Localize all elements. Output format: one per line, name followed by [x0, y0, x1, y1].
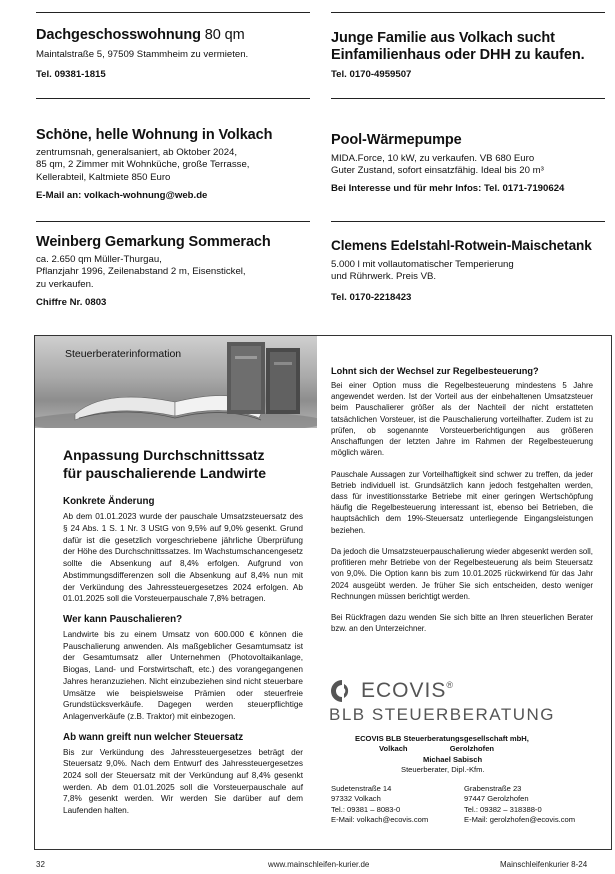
ad-family-seeks-house: [331, 30, 605, 80]
ad-contact: Tel. 09381-1815: [36, 69, 106, 81]
section-paragraph: Bei Rückfragen dazu wenden Sie sich bitte an Ihren steuerlichen Berater bzw. an den Unterzeichner.: [331, 612, 593, 634]
section-heading: Wer kann Pauschalieren?: [63, 614, 183, 625]
section-paragraph: Ab dem 01.01.2023 wurde der pauschale Umsatzsteuersatz des § 24 Abs. 1 S. 1 Nr. 3 UStG von 9,5% auf 9,0% gesenkt. Grund dafür ist die gesetzlich vorgeschriebene jährliche Überprüfung der Höhe des Durchschnittssatzes. Im Wachstumschancengesetz sollte die Absenkung auf 8,4% erfolgen. Aufgrund von Abstimmungsdifferenzen soll die Absenkung auf 8,4% nun mit der Verkündung des Jahressteuergesetzes 2024 erfolgen. Ab 01.01.2025 soll die Vorsteuerpauschale 7,8% betragen.: [63, 512, 303, 604]
ad-contact: Tel. 0170-4959507: [331, 69, 412, 81]
ad-mash-tank: [331, 238, 605, 303]
ad-title: Junge Familie aus Volkach sucht Einfamilienhaus oder DHH zu kaufen.: [331, 30, 585, 63]
ad-apartment-stammheim: [36, 27, 310, 80]
section-paragraph: Landwirte bis zu einem Umsatz von 600.000 € können die Pauschalierung anwenden. Als maßgeblicher Gesamtumsatz ist der Gesamtumsatz aller Unternehmen (Photovoltaikanlage, Biogas, Land- und Forstwirtschaft, etc.) des vorangegangenen Jahres heranzuziehen. Nicht einzubeziehen sind nicht steuerbare Umsätze wie beispielsweise Prämien oder steuerfreie Grundstücksverkäufe. Dagegen werden steuerpflichtige Anlagenverkäufe (z.B. Traktor) mit einbezogen.: [63, 630, 303, 721]
logo-subtitle: BLB STEUERBERATUNG: [329, 705, 556, 724]
section-heading: Ab wann greift nun welcher Steuersatz: [63, 731, 244, 743]
firm-locations: Volkach Gerolzhofen: [379, 744, 495, 754]
ecovis-logo: [329, 678, 559, 725]
ad-text: Maintalstraße 5, 97509 Stammheim zu vermieten.: [36, 48, 249, 60]
firm-contact-block: [331, 734, 581, 826]
section-paragraph: Bei einer Option muss die Regelbesteuerung mindestens 5 Jahre angewendet werden. Ist der Vorteil aus der einbehaltenen Umsatzsteuer beim Pauschalierer größer als der Nachteil der nicht erstatteten tatsächlichen Vorsteuer, ist die Pauschalierung vorteilhafter. Zudem ist zu prüfen, ob sogenannte Vorsteuerberichtigungen aus größeren Anschaffungen der letzten Jahre im Rahmen der Regelbesteuerung möglich wären.: [331, 381, 593, 458]
section-heading: Lohnt sich der Wechsel zur Regelbesteuerung?: [331, 366, 539, 376]
logo-brand: ECOVIS: [361, 679, 447, 702]
footer-url: www.mainschleifen-kurier.de: [268, 860, 370, 869]
ad-title: Schöne, helle Wohnung in Volkach: [36, 127, 273, 143]
ad-apartment-volkach: [36, 127, 310, 201]
tax-advisor-article: [34, 335, 612, 850]
ad-pool-heat-pump: [331, 132, 605, 194]
firm-name: ECOVIS BLB Steuerberatungsgesellschaft mbH,: [355, 734, 529, 743]
registered-mark: ®: [446, 680, 453, 690]
ad-title: Dachgeschosswohnung 80 qm: [36, 27, 245, 43]
firm-addresses: [331, 784, 581, 826]
section-heading: Konkrete Änderung: [63, 496, 155, 508]
office-gerolzhofen: Grabenstraße 23 97447 Gerolzhofen Tel.: 09382 – 318388-0 E-Mail: gerolzhofen@ecovis.com: [464, 783, 576, 825]
ad-vineyard: [36, 234, 310, 308]
ad-text: ca. 2.650 qm Müller-Thurgau, Pflanzjahr 1996, Zeilenabstand 2 m, Eisenstickel, zu verkaufen.: [36, 253, 246, 290]
ecovis-logo-icon: [329, 678, 355, 704]
ad-text: zentrumsnah, generalsaniert, ab Oktober 2024, 85 qm, 2 Zimmer mit Wohnküche, große Terrasse, Kellerabteil, Kaltmiete 850 Euro: [36, 146, 250, 183]
ad-title: Weinberg Gemarkung Sommerach: [36, 234, 271, 250]
banner-label: Steuerberaterinformation: [65, 348, 182, 360]
firm-role: Steuerberater, Dipl.-Kfm.: [401, 765, 485, 775]
office-volkach: Sudetenstraße 14 97332 Volkach Tel.: 09381 – 8083-0 E-Mail: volkach@ecovis.com: [331, 783, 429, 825]
page-number: 32: [36, 860, 45, 869]
ad-title: Pool-Wärmepumpe: [331, 132, 462, 148]
section-paragraph: Pauschale Aussagen zur Vorteilhaftigkeit sind schwer zu treffen, da jeder Betrieb individuell ist. Grundsätzlich kann jedoch festgehalten werden, dass für investitionsstarke Betriebe mit einer geringen Wertschöpfung häufig die Regelbesteuerung interessant ist, ebenso bei Betrieben, die hauptsächlich dem 19%-Steuersatz unterliegende Eingangsleistungen beziehen.: [331, 469, 593, 535]
section-paragraph: Bis zur Verkündung des Jahressteuergesetzes beträgt der Steuersatz 9,0%. Nach dem Entwurf des Jahressteuergesetzes 2024 soll der Steuersatz mit der Verkündung auf 8,4% gesenkt werden. Ab dem 01.01.2025 soll die Vorsteuerpauschale auf 7,8% gesenkt werden. Wir werden Sie darüber auf dem Laufenden halten.: [63, 747, 303, 816]
firm-person: Michael Sabisch: [423, 754, 483, 764]
ad-contact: E-Mail an: volkach-wohnung@web.de: [36, 189, 208, 201]
article-headline: Anpassung Durchschnittssatz für pauschalierende Landwirte: [63, 447, 267, 482]
ad-text: 5.000 l mit vollautomatischer Temperierung und Rührwerk. Preis VB.: [331, 258, 514, 283]
ad-contact: Bei Interesse und für mehr Infos: Tel. 0171-7190624: [331, 182, 565, 194]
article-left-column: [63, 446, 303, 826]
ad-contact: Chiffre Nr. 0803: [36, 296, 107, 308]
ad-contact: Tel. 0170-2218423: [331, 291, 412, 303]
section-paragraph: Da jedoch die Umsatzsteuerpauschalierung wieder abgesenkt werden soll, profitieren mehr Betriebe von der Regelbesteuerung als beim Steuersatz von 9,0%. Die Option kann bis zum 10.01.2025 rückwirkend für das Jahr 2024 ausgeübt werden. Je früher Sie sich entscheiden, desto weniger Rechnungen müssen berichtigt werden.: [331, 546, 593, 601]
ad-text: MIDA.Force, 10 kW, zu verkaufen. VB 680 Euro Guter Zustand, sofort einsatzfähig. Ideal bis 20 m³: [331, 152, 544, 177]
footer-issue: Mainschleifenkurier 8-24: [500, 860, 588, 869]
article-banner-image: [35, 336, 317, 428]
article-right-column: [331, 366, 593, 644]
ad-title: Clemens Edelstahl-Rotwein-Maischetank: [331, 238, 592, 253]
